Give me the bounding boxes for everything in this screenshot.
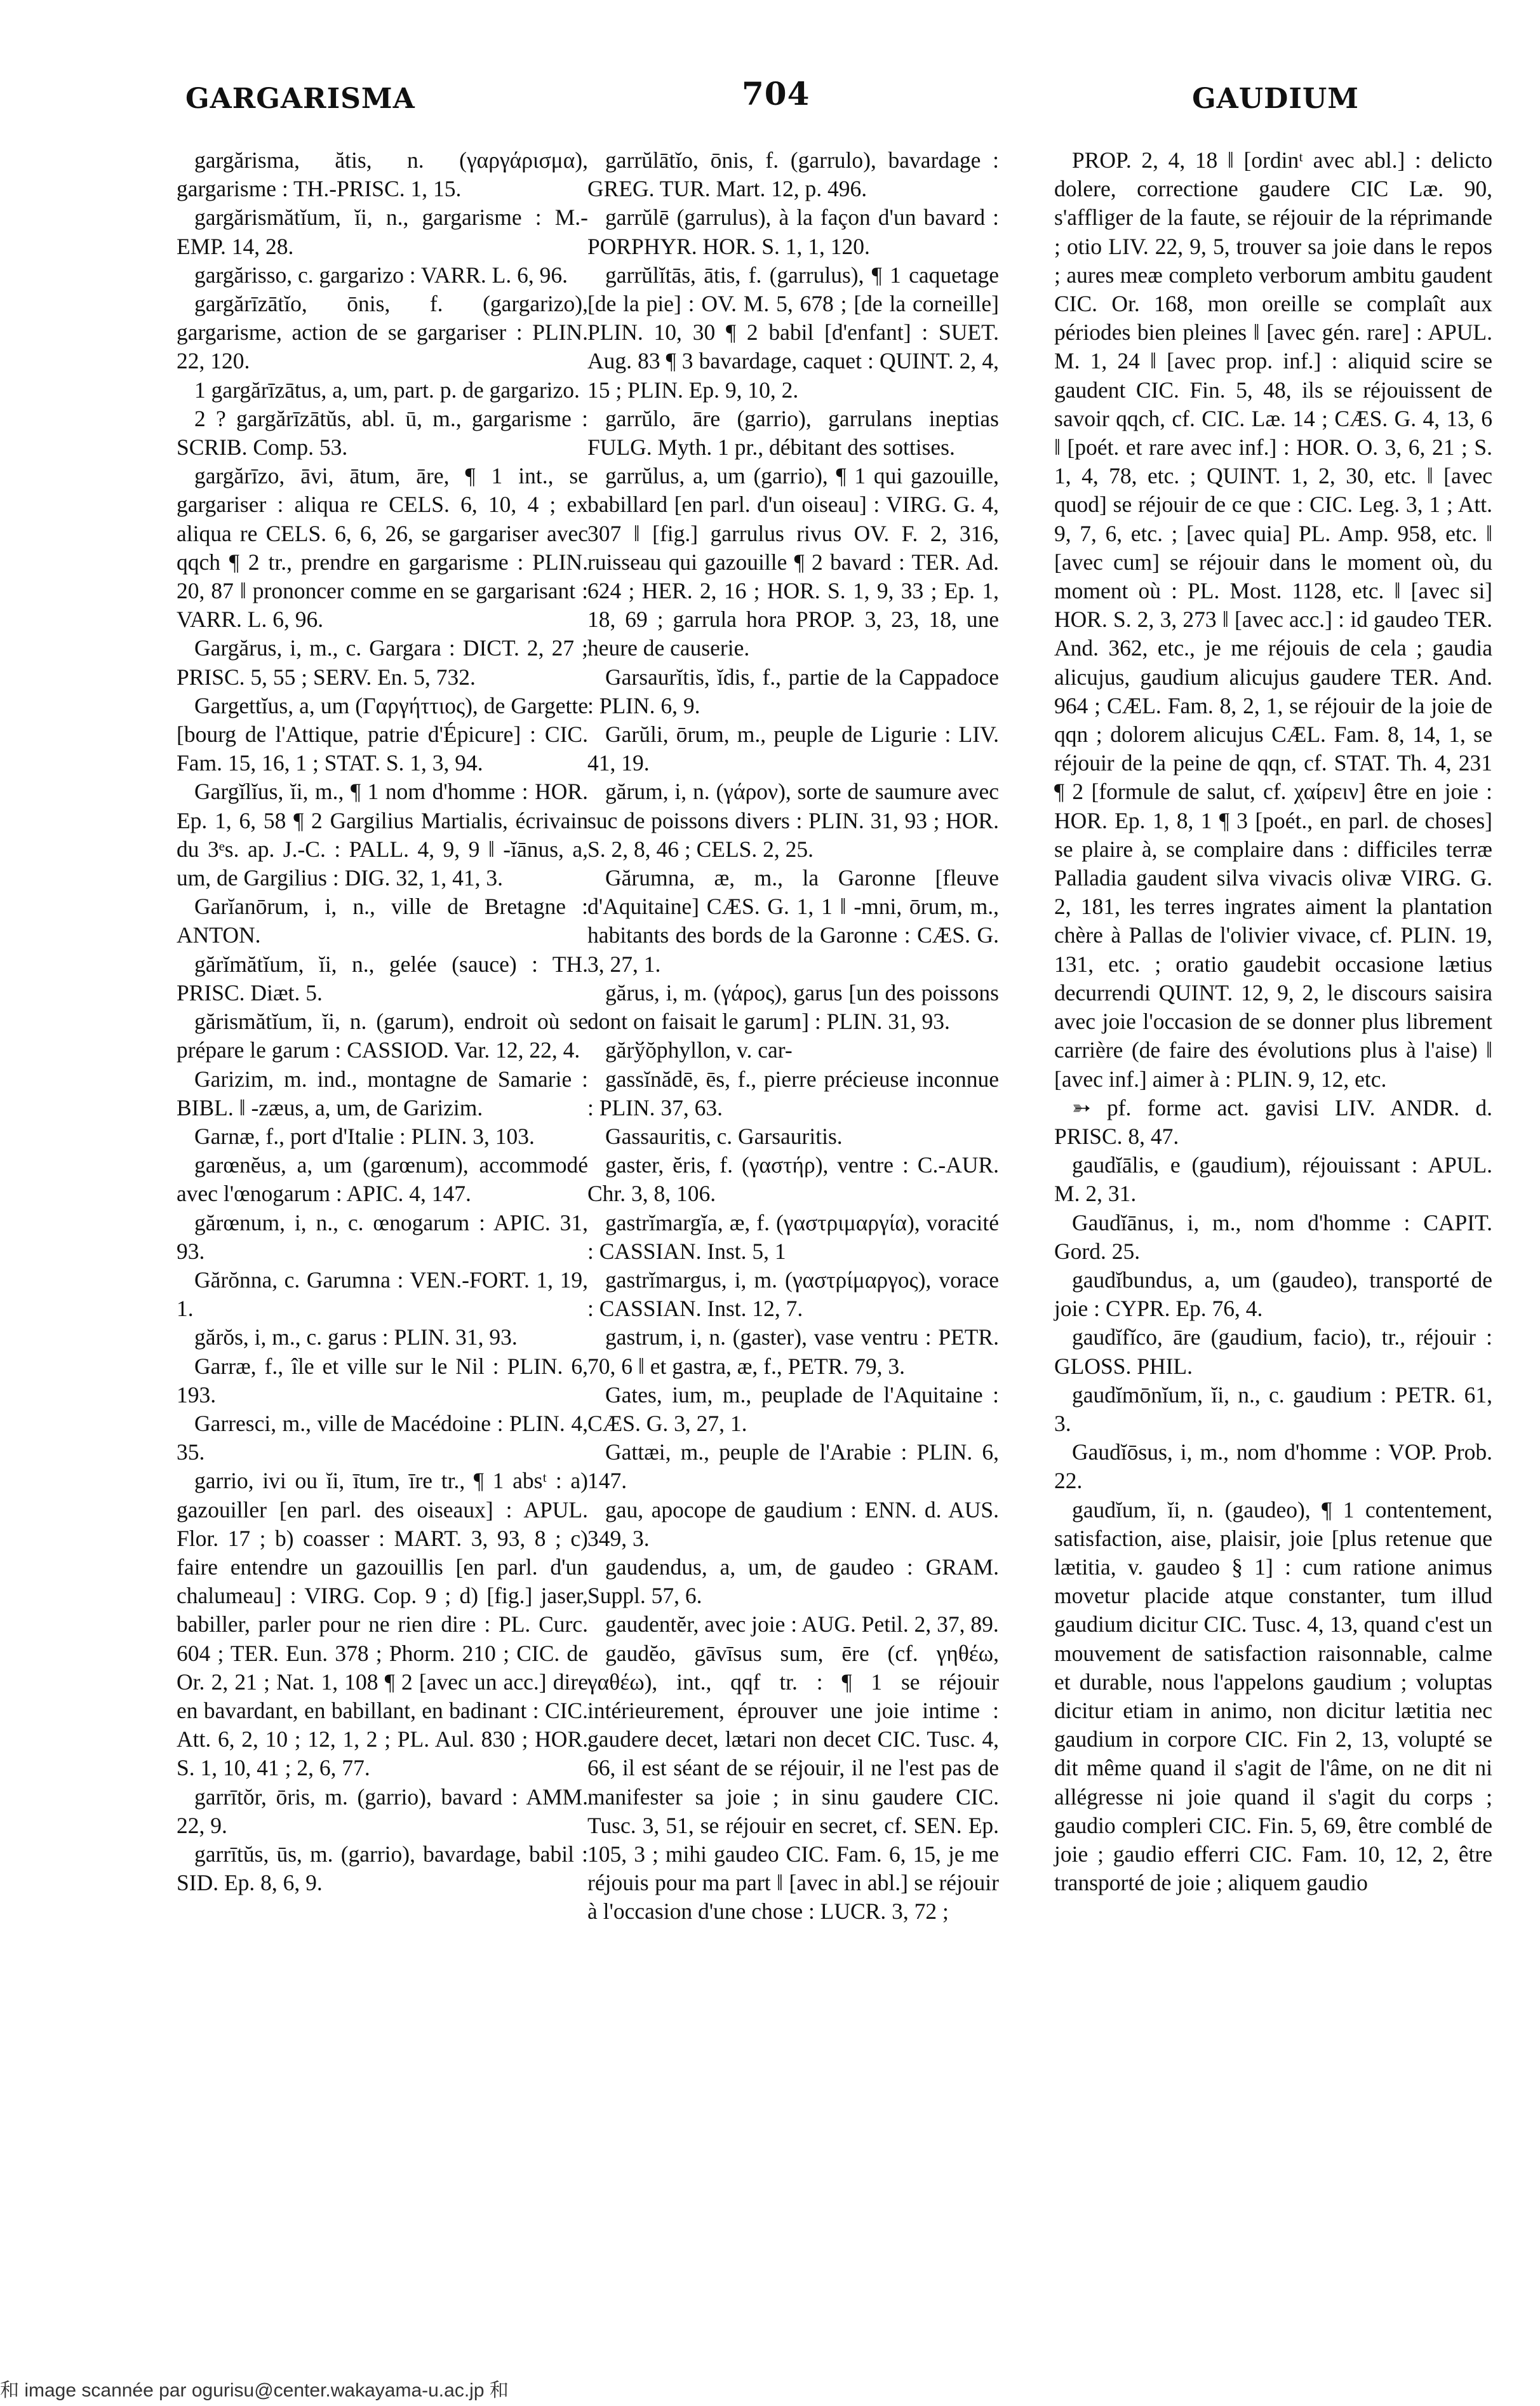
dictionary-entry: gassĭnădē, ēs, f., pierre précieuse inconnue : PLIN. 37, 63. (587, 1066, 999, 1120)
dictionary-entry: gărus, i, m. (γάρος), garus [un des poissons dont on faisait le garum] : PLIN. 31, 93. (587, 979, 999, 1035)
dictionary-entry: Gărŏnna, c. Garumna : VEN.-FORT. 1, 19, 1. (177, 1267, 588, 1322)
dictionary-entry: garrŭlĭtās, ātis, f. (garrulus), ¶ 1 caquetage [de la pie] : OV. M. 5, 678 ; [de la corneille] PLIN. 10, 30 ¶ 2 babil [d'enfant] : SUET. Aug. 83 ¶ 3 bavardage, caquet : QUINT. 2, 4, 15 ; PLIN. Ep. 9, 10, 2. (587, 262, 999, 403)
dictionary-entry: gargărisso, c. gargarizo : VARR. L. 6, 96. (194, 262, 568, 288)
dictionary-entry: gastrum, i, n. (gaster), vase ventru : PETR. 70, 6 ‖ et gastra, æ, f., PETR. 79, 3. (587, 1324, 999, 1379)
dictionary-entry: Gărumna, æ, m., la Garonne [fleuve d'Aquitaine] CÆS. G. 1, 1 ‖ -mni, ōrum, m., habitants des bords de la Garonne : CÆS. G. 3, 27, 1. (587, 865, 999, 977)
dictionary-entry: gargărīzo, āvi, ātum, āre, ¶ 1 int., se gargariser : aliqua re CELS. 6, 10, 4 ; ex aliqua re CELS. 6, 6, 26, se gargariser avec qqch ¶ 2 tr., prendre en gargarisme : PLIN. 20, 87 ‖ prononcer comme en se gargarisant : VARR. L. 6, 96. (177, 463, 588, 633)
dictionary-entry: Garĭanōrum, i, n., ville de Bretagne : ANTON. (177, 894, 588, 948)
dictionary-entry: gaudĭmōnĭum, ĭi, n., c. gaudium : PETR. 61, 3. (1054, 1381, 1492, 1436)
dictionary-entry: gărŏs, i, m., c. garus : PLIN. 31, 93. (194, 1324, 518, 1350)
dictionary-entry: gărўŏphyllon, v. car- (605, 1037, 793, 1063)
dictionary-entry: gau, apocope de gaudium : ENN. d. AUS. 349, 3. (587, 1496, 999, 1551)
dictionary-entry: gargărīzātĭo, ōnis, f. (gargarizo), gargarisme, action de se gargariser : PLIN. 22, 120. (177, 291, 588, 374)
dictionary-entry: gaudendus, a, um, de gaudeo : GRAM. Suppl. 57, 6. (587, 1554, 999, 1609)
dictionary-entry: Gargettĭus, a, um (Γαργήττιος), de Gargette [bourg de l'Attique, patrie d'Épicure] : CIC. Fam. 15, 16, 1 ; STAT. S. 1, 3, 94. (177, 692, 588, 776)
dictionary-entry: gaudĭum, ĭi, n. (gaudeo), ¶ 1 contentement, satisfaction, aise, plaisir, joie [plus retenue que lætitia, v. gaudeo § 1] : cum ratione animus movetur placide atque constanter, tum illud gaudium dicitur CIC. Tusc. 4, 13, quand c'est un mouvement de satisfaction raisonnable, calme et durable, nous l'appelons gaudium ; voluptas dicitur etiam in animo, non dicitur lætitia nec gaudium in corpore CIC. Fin 2, 13, volupté se dit même quand il s'agit de l'âme, on ne dit ni allégresse ni joie quand il s'agit du corps ; gaudio compleri CIC. Fin. 5, 69, être comblé de joie ; gaudio efferri CIC. Fam. 10, 12, 2, être transporté de joie ; aliquem gaudio (1054, 1496, 1492, 1896)
dictionary-entry: Gassauritis, c. Garsauritis. (605, 1123, 843, 1149)
dictionary-entry: gărum, i, n. (γάρον), sorte de saumure avec suc de poissons divers : PLIN. 31, 93 ; HOR. S. 2, 8, 46 ; CELS. 2, 25. (587, 779, 999, 862)
column-1 (177, 146, 588, 1897)
right-guide-word: GAUDIUM (1192, 83, 1359, 115)
dictionary-entry: Garræ, f., île et ville sur le Nil : PLIN. 6, 193. (177, 1353, 588, 1408)
dictionary-entry: Gargărus, i, m., c. Gargara : DICT. 2, 27 ; PRISC. 5, 55 ; SERV. En. 5, 732. (177, 635, 588, 690)
dictionary-entry: PROP. 2, 4, 18 ‖ [ordinᵗ avec abl.] : delicto dolere, correctione gaudere CIC Læ. 90, s'affliger de la faute, se réjouir de la réprimande ; otio LIV. 22, 9, 5, trouver sa joie dans le repos ; aures meæ completo verborum ambitu gaudent CIC. Or. 168, mon oreille se complaît aux périodes bien pleines ‖ [avec gén. rare] : APUL. M. 1, 24 ‖ [avec prop. inf.] : aliquid scire se gaudent CIC. Fin. 5, 48, ils se réjouissent de savoir qqch, cf. CIC. Læ. 14 ; CÆS. G. 4, 13, 6 ‖ [poét. et rare avec inf.] : HOR. O. 3, 6, 21 ; S. 1, 4, 78, etc. ; QUINT. 1, 2, 30, etc. ‖ [avec quod] se réjouir de ce que : CIC. Leg. 3, 1 ; Att. 9, 7, 6, etc. ; [avec quia] PL. Amp. 958, etc. ‖ [avec cum] se réjouir dans le moment où, du moment où : PL. Most. 1128, etc. ‖ [avec si] HOR. S. 2, 3, 273 ‖ [avec acc.] : id gaudeo TER. And. 362, etc., je me réjouis de cela ; gaudia alicujus, gaudium alicujus gaudere TER. And. 964 ; CÆL. Fam. 8, 2, 1, se réjouir de la joie de qqn ; dolorem alicujus CÆL. Fam. 8, 14, 1, se réjouir de la peine de qqn, cf. STAT. Th. 4, 231 ¶ 2 [formule de salut, cf. χαίρειν] être en joie : HOR. Ep. 1, 8, 1 ¶ 3 [poét., en parl. de choses] se plaire à, se complaire dans : difficiles terræ Palladia gaudent silva vivacis olivæ VIRG. G. 2, 181, les terres ingrates aiment la plantation chère à Pallas de l'olivier vivace, cf. PLIN. 19, 131, etc. ; oratio gaudebit occasione lætius decurrendi QUINT. 12, 9, 2, le discours saisira avec joie l'occasion de se donner plus librement carrière (de faire des évolutions plus à l'aise) ‖ [avec inf.] aimer à : PLIN. 9, 12, etc. (1054, 147, 1492, 1092)
dictionary-entry: Garsaurĭtis, ĭdis, f., partie de la Cappadoce : PLIN. 6, 9. (587, 664, 999, 718)
dictionary-entry: Gaudĭānus, i, m., nom d'homme : CAPIT. Gord. 25. (1054, 1209, 1492, 1264)
dictionary-entry: Gattæi, m., peuple de l'Arabie : PLIN. 6, 147. (587, 1439, 999, 1494)
column-2 (587, 146, 999, 1926)
dictionary-entry: garrŭlē (garrulus), à la façon d'un bavard : PORPHYR. HOR. S. 1, 1, 120. (587, 205, 999, 259)
scan-credit: 和 image scannée par ogurisu@center.wakayama-u.ac.jp 和 (0, 2380, 509, 2401)
left-guide-word: GARGARISMA (185, 83, 415, 115)
dictionary-entry: gaudĭālis, e (gaudium), réjouissant : APUL. M. 2, 31. (1054, 1152, 1492, 1207)
dictionary-entry: gargărismătĭum, ĭi, n., gargarisme : M.-EMP. 14, 28. (177, 205, 588, 259)
dictionary-entry: gargărisma, ătis, n. (γαργάρισμα), gargarisme : TH.-PRISC. 1, 15. (177, 147, 588, 202)
dictionary-entry: garrītŭs, ūs, m. (garrio), bavardage, babil : SID. Ep. 8, 6, 9. (177, 1841, 588, 1896)
dictionary-entry: Gates, ium, m., peuplade de l'Aquitaine : CÆS. G. 3, 27, 1. (587, 1381, 999, 1436)
page-number: 704 (742, 75, 810, 112)
dictionary-entry: Garnæ, f., port d'Italie : PLIN. 3, 103. (194, 1123, 535, 1149)
dictionary-entry: gărismătĭum, ĭi, n. (garum), endroit où se prépare le garum : CASSIOD. Var. 12, 22, 4. (177, 1009, 588, 1063)
column-3 (1054, 146, 1492, 1897)
dictionary-entry: gaudĭfĭco, āre (gaudium, facio), tr., réjouir : GLOSS. PHIL. (1054, 1324, 1492, 1379)
dictionary-entry: gaster, ĕris, f. (γαστήρ), ventre : C.-AUR. Chr. 3, 8, 106. (587, 1152, 999, 1207)
dictionary-entry: gaudentĕr, avec joie : AUG. Petil. 2, 37, 89. (605, 1611, 999, 1637)
dictionary-entry: garrŭlātĭo, ōnis, f. (garrulo), bavardage : GREG. TUR. Mart. 12, p. 496. (587, 147, 999, 202)
dictionary-entry: garœnĕus, a, um (garœnum), accommodé avec l'œnogarum : APIC. 4, 147. (177, 1152, 588, 1207)
dictionary-entry: Gaudĭōsus, i, m., nom d'homme : VOP. Prob. 22. (1054, 1439, 1492, 1494)
dictionary-entry: Garŭli, ōrum, m., peuple de Ligurie : LIV. 41, 19. (587, 722, 999, 776)
dictionary-entry: Garizim, m. ind., montagne de Samarie : BIBL. ‖ -zæus, a, um, de Garizim. (177, 1066, 588, 1120)
dictionary-entry: 2 ? gargărīzātŭs, abl. ū, m., gargarisme : SCRIB. Comp. 53. (177, 405, 588, 460)
dictionary-entry: garrŭlus, a, um (garrio), ¶ 1 qui gazouille, babillard [en parl. d'un oiseau] : VIRG. G. 4, 307 ‖ [fig.] garrulus rivus OV. F. 2, 316, ruisseau qui gazouille ¶ 2 bavard : TER. Ad. 624 ; HER. 2, 16 ; HOR. S. 1, 9, 33 ; Ep. 1, 18, 69 ; garrula hora PROP. 3, 23, 18, une heure de causerie. (587, 463, 999, 661)
dictionary-entry: Garresci, m., ville de Macédoine : PLIN. 4, 35. (177, 1410, 588, 1465)
dictionary-entry: garrio, ivi ou ĭi, ītum, īre tr., ¶ 1 absᵗ : a) gazouiller [en parl. des oiseaux] : APUL. Flor. 17 ; b) coasser : MART. 3, 93, 8 ; c) faire entendre un gazouillis [en parl. d'un chalumeau] : VIRG. Cop. 9 ; d) [fig.] jaser, babiller, parler pour ne rien dire : PL. Curc. 604 ; TER. Eun. 378 ; Phorm. 210 ; CIC. de Or. 2, 21 ; Nat. 1, 108 ¶ 2 [avec un acc.] dire en bavardant, en babillant, en badinant : CIC. Att. 6, 2, 10 ; 12, 1, 2 ; PL. Aul. 830 ; HOR. S. 1, 10, 41 ; 2, 6, 77. (177, 1468, 588, 1781)
dictionary-entry: gaudĭbundus, a, um (gaudeo), transporté de joie : CYPR. Ep. 76, 4. (1054, 1267, 1492, 1322)
dictionary-entry: ➳ pf. forme act. gavisi LIV. ANDR. d. PRISC. 8, 47. (1054, 1094, 1492, 1149)
dictionary-entry: gastrĭmargus, i, m. (γαστρίμαργος), vorace : CASSIAN. Inst. 12, 7. (587, 1267, 999, 1322)
dictionary-entry: gărĭmătĭum, ĭi, n., gelée (sauce) : TH. PRISC. Diæt. 5. (177, 951, 588, 1005)
dictionary-entry: 1 gargărīzātus, a, um, part. p. de gargarizo. (194, 377, 580, 403)
dictionary-entry: Gargĭlĭus, ĭi, m., ¶ 1 nom d'homme : HOR. Ep. 1, 6, 58 ¶ 2 Gargilius Martialis, écrivain du 3ᵉs. ap. J.-C. : PALL. 4, 9, 9 ‖ -ĭānus, a, um, de Gargilius : DIG. 32, 1, 41, 3. (177, 779, 588, 891)
dictionary-entry: gaudĕo, gāvīsus sum, ēre (cf. γηθέω, γαθέω), int., qqf tr. : ¶ 1 se réjouir intérieurement, éprouver une joie intime : gaudere decet, lætari non decet CIC. Tusc. 4, 66, il est séant de se réjouir, il ne l'est pas de manifester sa joie ; in sinu gaudere CIC. Tusc. 3, 51, se réjouir en secret, cf. SEN. Ep. 105, 3 ; mihi gaudeo CIC. Fam. 6, 15, je me réjouis pour ma part ‖ [avec in abl.] se réjouir à l'occasion d'une chose : LUCR. 3, 72 ; (587, 1640, 999, 1925)
dictionary-entry: gărœnum, i, n., c. œnogarum : APIC. 31, 93. (177, 1209, 588, 1264)
dictionary-entry: gastrĭmargĭa, æ, f. (γαστριμαργία), voracité : CASSIAN. Inst. 5, 1 (587, 1209, 999, 1264)
dictionary-entry: garrŭlo, āre (garrio), garrulans ineptias FULG. Myth. 1 pr., débitant des sottises. (587, 405, 999, 460)
dictionary-entry: garrītŏr, ōris, m. (garrio), bavard : AMM. 22, 9. (177, 1784, 588, 1838)
